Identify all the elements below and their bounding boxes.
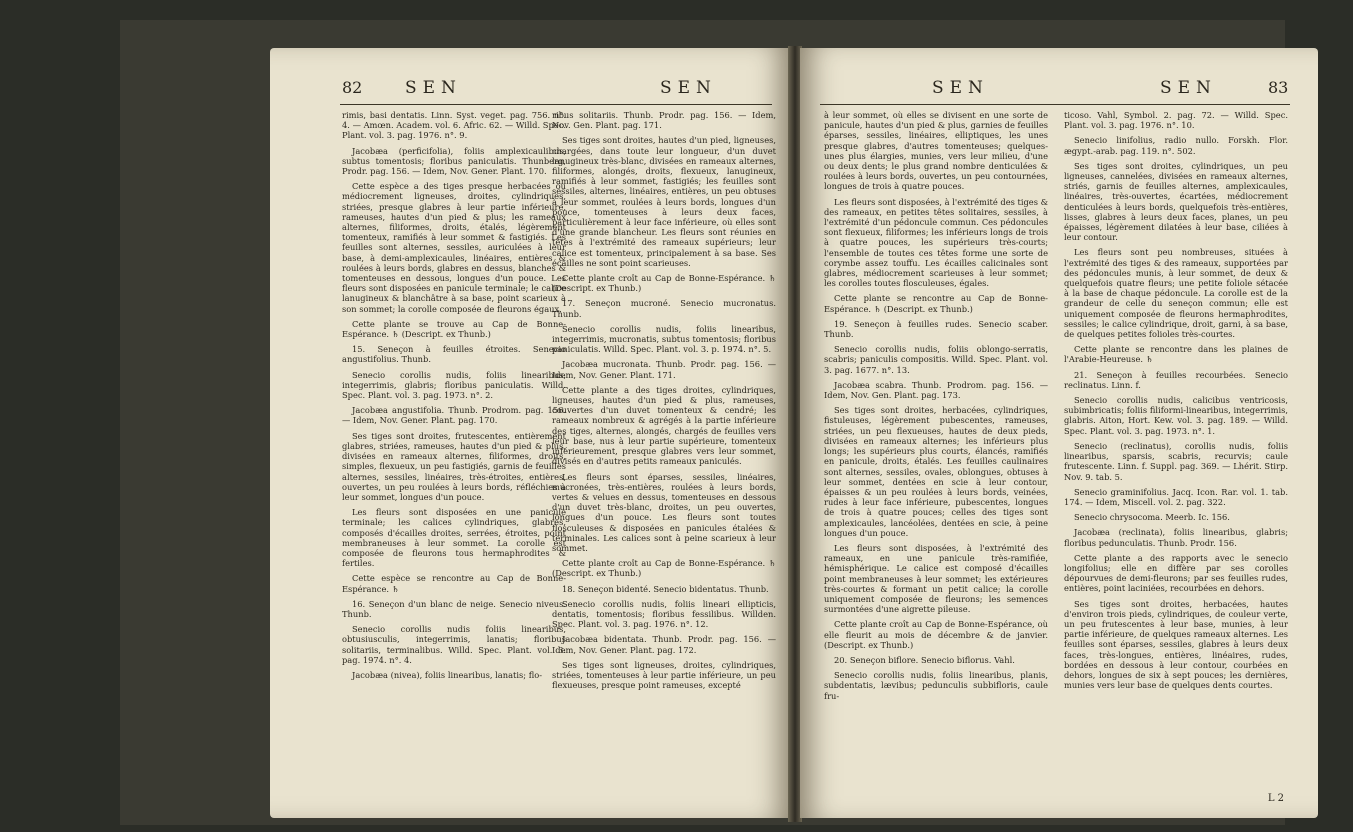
paragraph: 20. Seneçon biflore. Senecio biflorus. Vahl. (834, 654, 1015, 665)
left-column-1 (342, 110, 566, 685)
paragraph: 17. Seneçon mucroné. Senecio mucronatus. Thunb. (552, 298, 776, 319)
paragraph: 21. Seneçon à feuilles recourbées. Senecio reclinatus. Linn. f. (1064, 369, 1288, 390)
right-column-1 (824, 110, 1048, 706)
paragraph: Les fleurs sont éparses, sessiles, linéaires, mucronées, très-entières, roulées à leurs bords, vertes & velues en dessus, tomenteuses en dessous d'un duvet très-blanc, droites, un peu ouvertes, longues d'un pouce. Les fleurs sont toutes flosculeuses & disposées en panicules étalées & terminales. Les calices sont à peine scarieux à leur sommet. (552, 471, 776, 553)
book-spread (120, 20, 1289, 825)
paragraph: Senecio chrysocoma. Meerb. Ic. 156. (1074, 512, 1230, 523)
paragraph: Jacobæa mucronata. Thunb. Prodr. pag. 156. — Idem, Nov. Gener. Plant. 171. (552, 359, 776, 380)
paragraph: Jacobæa (nivea), foliis linearibus, lanatis; flo- (352, 669, 543, 680)
paragraph: Cette plante croît au Cap de Bonne-Espérance. ♄ (Descript. ex Thunb.) (552, 273, 776, 294)
right-column-2 (1064, 110, 1288, 695)
paragraph: Jacobæa (perficifolia), foliis amplexicaulibus, subtus tomentosis; floribus paniculatis. Thunberg, Prodr. pag. 156. — Idem, Nov. Gener. Plant. 170. (342, 145, 566, 177)
paragraph: 19. Seneçon à feuilles rudes. Senecio scaber. Thunb. (824, 318, 1048, 340)
paragraph: Senecio corollis nudis foliis linearibus, obtusiusculis, integerrimis, lanatis; floribus solitariis, terminalibus. Willd. Spec. Plant. vol. 3. pag. 1974. n°. 4. (342, 624, 566, 665)
paragraph: Senecio corollis nudis, calicibus ventricosis, subimbricatis; foliis filiformi-linearibus, integerrimis, glabris. Aiton, Hort. Kew. vol. 3. pag. 189. — Willd. Spec. Plant. vol. 3. pag. 1973. n°. 1. (1064, 395, 1288, 436)
paragraph: Ses tiges sont droites, herbacées, hautes d'environ trois pieds, cylindriques, de couleur verte, un peu frutescentes à leur base, munies, à leur partie inférieure, de quelques rameaux alternes. Les feuilles sont éparses, sessiles, glabres à leurs deux faces, très-longues, entières, linéaires, rudes, bordées en dessous à leur contour, courbées en dehors, longues de six à sept pouces; les dernières, munies vers leur base de quelques dents courtes. (1064, 598, 1288, 691)
paragraph: Les fleurs sont disposées, à l'extrémité des rameaux, en une panicule très-ramifiée, hémisphérique. Le calice est composé d'écailles point membraneuses à leur sommet; les extérieures très-courtes & formant un petit calice; la corolle uniquement composée de fleurons; les semences surmontées d'une aigrette pileuse. (824, 542, 1048, 615)
paragraph: Senecio corollis nudis, foliis lineari ellipticis, dentatis, tomentosis; floribus fessilibus. Willden. Spec. Plant. vol. 3. pag. 1976. n°. 12. (552, 598, 776, 630)
header-rule (820, 104, 1290, 105)
paragraph: Ses tiges sont droites, hautes d'un pied, ligneuses, chargées, dans toute leur longueur, d'un duvet lanugineux très-blanc, divisées en rameaux alternes, filiformes, alongés, droits, flexueux, lanugineux, ramifiés à leur sommet, fastigiés; les feuilles sont sessiles, alternes, linéaires, entières, un peu obtuses à leur sommet, roulées à leurs bords, longues d'un pouce, tomenteuses à leurs deux faces, particulièrement à leur face inférieure, où elles sont d'une grande blancheur. Les fleurs sont réunies en têtes à l'extrémité des rameaux supérieurs; leur calice est tomenteux, principalement à sa base. Ses écailles ne sont point scarieuses. (552, 135, 776, 268)
left-running-head-2: SEN (660, 78, 717, 98)
paragraph: 18. Seneçon bidenté. Senecio bidentatus. Thunb. (562, 583, 769, 594)
paragraph: 15. Seneçon à feuilles étroites. Senecio angustifolius. Thunb. (342, 344, 566, 365)
left-page-number: 82 (342, 78, 363, 97)
paragraph: Jacobæa scabra. Thunb. Prodrom. pag. 156. — Idem, Nov. Gen. Plant. pag. 173. (824, 379, 1048, 401)
left-running-head-1: SEN (405, 78, 462, 98)
paragraph: Les fleurs sont peu nombreuses, situées à l'extrémité des tiges & des rameaux, supportées par des pédoncules munis, à leur sommet, de deux & quelquefois quatre fleurs; une petite foliole sétacée à la base de chaque pédoncule. La corolle est de la grandeur de celle du seneçon commun; elle est uniquement composée de fleurons hermaphrodites, sessiles; le calice cylindrique, droit, garni, à sa base, de quelques petites folioles très-courtes. (1064, 247, 1288, 340)
paragraph: Ses tiges sont droites, herbacées, cylindriques, fistuleuses, légèrement pubescentes, rameuses, striées, un peu flexueuses, hautes de deux pieds, divisées en rameaux alternes; les inférieurs plus longs; les supérieurs plus courts, élancés, ramifiés en panicule, droits, étalés. Les feuilles caulinaires sont alternes, sessiles, ovales, oblongues, obtuses à leur sommet, dentées en scie à leur contour, épaisses & un peu roulées à leurs bords, veinées, rudes à leur face inférieure, pubescentes, longues de trois à quatre pouces; celles des tiges sont amplexicaules, lancéolées, dentées en scie, à peine longues d'un pouce. (824, 405, 1048, 538)
right-running-head-1: SEN (932, 78, 989, 98)
paragraph: à leur sommet, où elles se divisent en une sorte de panicule, hautes d'un pied & plus, garnies de feuilles éparses, sessiles, linéaires, elliptiques, les unes presque glabres, d'autres tomenteuses; quelques-unes plus élargies, munies, vers leur milieu, d'une ou deux dents; le plus grand nombre denticulées & roulées à leurs bords, ouvertes, un peu contournées, longues de trois à quatre pouces. (824, 110, 1048, 192)
paragraph: Les fleurs sont disposées en une panicule terminale; les calices cylindriques, glabres, composés d'écailles droites, serrées, étroites, point membraneuses à leur sommet. La corolle est composée de fleurons tous hermaphrodites & fertiles. (342, 507, 566, 569)
paragraph: Cette plante se trouve au Cap de Bonne-Espérance. ♄ (Descript. ex Thunb.) (342, 318, 566, 340)
paragraph: Cette plante a des tiges droites, cylindriques, ligneuses, hautes d'un pied & plus, rameuses, couvertes d'un duvet tomenteux & cendré; les rameaux nombreux & agrégés à la partie inférieure des tiges, alternes, alongés, chargés de feuilles vers leur base, nus à leur partie supérieure, tomenteux inférieurement, presque glabres vers leur sommet, divisés en d'autres petits rameaux paniculés. (552, 384, 776, 467)
paragraph: Cette plante a des rapports avec le senecio longifolius; elle en diffère par ses corolles dépourvues de demi-fleurons; par ses feuilles rudes, entières, point laciniées, recourbées en dehors. (1064, 552, 1288, 594)
paragraph: rimis, basi dentatis. Linn. Syst. veget. pag. 756. n°. 4. — Amœn. Academ. vol. 6. Afric. 62. — Willd. Spec. Plant. vol. 3. pag. 1976. n°. 9. (342, 110, 566, 141)
right-page-number: 83 (1268, 78, 1289, 97)
paragraph: Jacobæa bidentata. Thunb. Prodr. pag. 156. — Idem, Nov. Gener. Plant. pag. 172. (552, 634, 776, 655)
paragraph: Senecio corollis nudis, foliis oblongo-serratis, scabris; paniculis compositis. Willd. Spec. Plant. vol. 3. pag. 1677. n°. 13. (824, 344, 1048, 375)
paragraph: Senecio graminifolius. Jacq. Icon. Rar. vol. 1. tab. 174. — Idem, Miscell. vol. 2. pag. 322. (1064, 486, 1288, 507)
paragraph: Senecio corollis nudis, foliis linearibus, integerrimis, mucronatis, subtus tomentosis; floribus paniculatis. Willd. Spec. Plant. vol. 3. p. 1974. n°. 5. (552, 323, 776, 355)
paragraph: Cette plante croît au Cap de Bonne-Espérance. ♄ (Descript. ex Thunb.) (552, 558, 776, 579)
left-column-2 (552, 110, 776, 695)
paragraph: Senecio linifolius, radio nullo. Forskh. Flor. ægypt.-arab. pag. 119. n°. 502. (1064, 135, 1288, 156)
signature-mark: L 2 (1267, 793, 1284, 804)
paragraph: Senecio (reclinatus), corollis nudis, foliis linearibus, sparsis, scabris, recurvis; caule frutescente. Linn. f. Suppl. pag. 369. — Lhérit. Stirp. Nov. 9. tab. 5. (1064, 440, 1288, 482)
paragraph: ribus solitariis. Thunb. Prodr. pag. 156. — Idem, Nov. Gen. Plant. pag. 171. (552, 110, 776, 131)
paragraph: Cette plante croît au Cap de Bonne-Espérance, où elle fleurit au mois de décembre & de janvier. (Descript. ex Thunb.) (824, 619, 1048, 650)
paragraph: Jacobæa angustifolia. Thunb. Prodrom. pag. 156. — Idem, Nov. Gener. Plant. pag. 170. (342, 405, 566, 426)
paragraph: 16. Seneçon d'un blanc de neige. Senecio niveus. Thunb. (342, 598, 566, 619)
paragraph: Cette plante se rencontre dans les plaines de l'Arabie-Heureuse. ♄ (1064, 344, 1288, 365)
paragraph: Senecio corollis nudis, foliis linearibus, integerrimis, glabris; floribus paniculatis. Willd. Spec. Plant. vol. 3. pag. 1973. n°. 2. (342, 369, 566, 401)
paragraph: Les fleurs sont disposées, à l'extrémité des tiges & des rameaux, en petites têtes solitaires, sessiles, à l'extrémité d'un pédoncule commun. Ces pédoncules sont flexueux, filiformes; les inférieurs longs de trois à quatre pouces, les supérieurs très-courts; l'ensemble de toutes ces têtes forme une sorte de corymbe assez touffu. Les écailles calicinales sont glabres, médiocrement scarieuses à leur sommet; les corolles toutes flosculeuses, égales. (824, 196, 1048, 289)
paragraph: Cette espèce a des tiges presque herbacées ou médiocrement ligneuses, droites, cylindriques, striées, presque glabres à leur partie inférieure, rameuses, hautes d'un pied & plus; les rameaux alternes, filiformes, droits, étalés, légèrement tomenteux, ramifiés à leur sommet & fastigiés. Les feuilles sont alternes, sessiles, auriculées à leur base, à demi-amplexicaules, linéaires, entières & roulées à leurs bords, glabres en dessus, blanches & tomenteuses en dessous, longues d'un pouce. Les fleurs sont disposées en panicule terminale; le calice lanugineux & blanchâtre à sa base, point scarieux à son sommet; la corolle composée de fleurons égaux. (342, 181, 566, 314)
right-running-head-2: SEN (1160, 78, 1217, 98)
paragraph: Senecio corollis nudis, foliis linearibus, planis, subdentatis, lævibus; pedunculis subbifloris, caule fru- (824, 670, 1048, 701)
paragraph: Jacobæa (reclinata), foliis linearibus, glabris; floribus pedunculatis. Thunb. Prodr. 156. (1064, 527, 1288, 548)
paragraph: Ses tiges sont droites, frutescentes, entièrement glabres, striées, rameuses, hautes d'un pied & plus, divisées en rameaux alternes, filiformes, droits, simples, flexueux, un peu fastigiés, garnis de feuilles alternes, sessiles, linéaires, très-étroites, entières, ouvertes, un peu roulées à leurs bords, réfléchies à leur sommet, longues d'un pouce. (342, 430, 566, 502)
paragraph: Ses tiges sont ligneuses, droites, cylindriques, striées, tomenteuses à leur partie inférieure, un peu flexueuses, presque point rameuses, excepté (552, 659, 776, 691)
left-page (270, 48, 790, 818)
paragraph: Ses tiges sont droites, cylindriques, un peu ligneuses, cannelées, divisées en rameaux alternes, striés, garnis de feuilles alternes, amplexicaules, linéaires, très-ouvertes, écartées, médiocrement denticulées à leurs bords, quelquefois très-entières, lisses, glabres à leurs deux faces, planes, un peu épaisses, légèrement dilatées à leur base, ciliées à leur contour. (1064, 160, 1288, 243)
header-rule (340, 104, 772, 105)
paragraph: Cette plante se rencontre au Cap de Bonne-Espérance. ♄ (Descript. ex Thunb.) (824, 293, 1048, 314)
paragraph: Cette espèce se rencontre au Cap de Bonne-Espérance. ♄ (342, 573, 566, 594)
paragraph: ticoso. Vahl, Symbol. 2. pag. 72. — Willd. Spec. Plant. vol. 3. pag. 1976. n°. 10. (1064, 110, 1288, 131)
right-page (800, 48, 1318, 818)
